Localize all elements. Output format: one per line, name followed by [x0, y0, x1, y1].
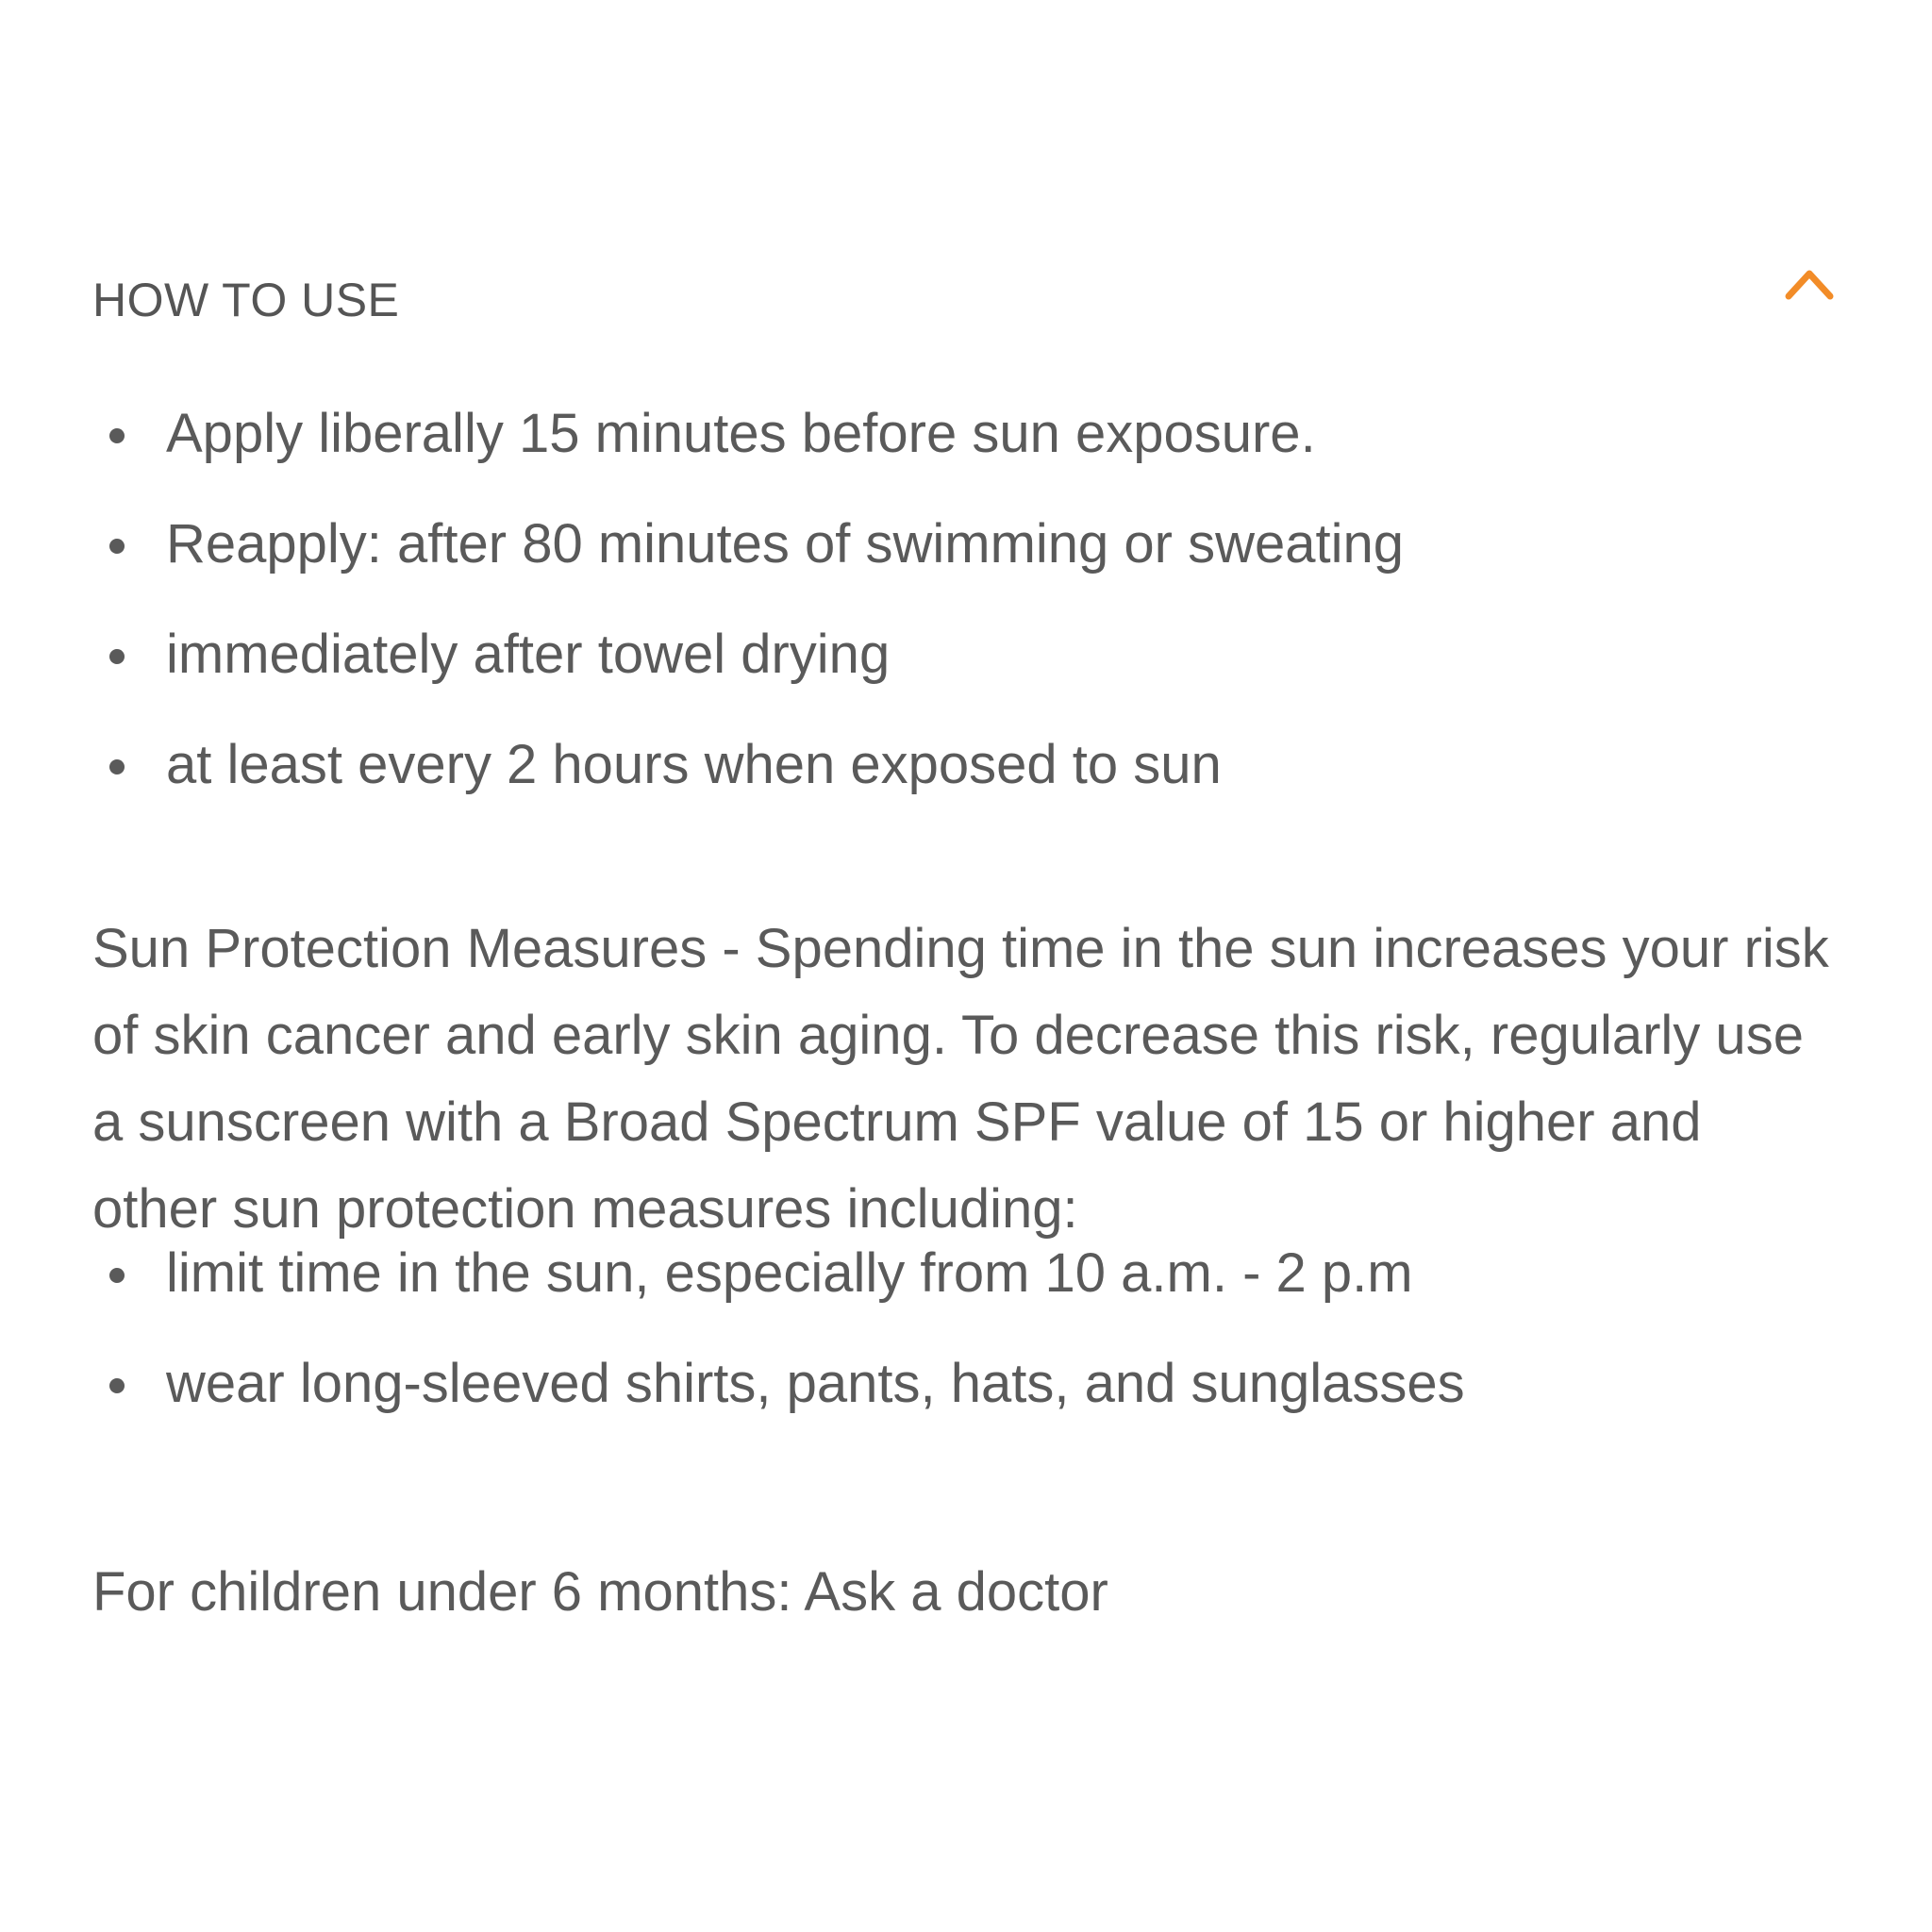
list-item-text: Reapply: after 80 minutes of swimming or sweating: [166, 513, 1405, 575]
sun-protection-paragraph: Sun Protection Measures - Spending time in the sun increases your risk of skin cancer and early skin aging. To decrease this risk, regularly use a sunscreen with a Broad Spectrum SPF value of 15 or higher and other sun protection measures including:: [92, 918, 1829, 1240]
list-item: [92, 732, 1404, 798]
list-item-text: at least every 2 hours when exposed to sun: [166, 734, 1222, 795]
list-item-text: immediately after towel drying: [166, 624, 891, 685]
bullet-icon: [109, 1268, 125, 1283]
list-item: [92, 511, 1404, 577]
list-item-text: wear long-sleeved shirts, pants, hats, and sunglasses: [166, 1353, 1465, 1414]
list-item-text: limit time in the sun, especially from 10 a.m. - 2 p.m: [166, 1242, 1413, 1304]
chevron-up-icon[interactable]: [1781, 260, 1838, 306]
bullet-icon: [109, 428, 125, 443]
list-item: [92, 622, 1404, 688]
sun-protection-measures-list: [92, 1241, 1465, 1461]
list-item: [92, 1351, 1465, 1417]
how-to-use-section: [92, 255, 1838, 1623]
bullet-icon: [109, 759, 125, 774]
accordion-header[interactable]: [92, 255, 1838, 340]
list-item-text: Apply liberally 15 minutes before sun exposure.: [166, 403, 1316, 464]
list-item: [92, 1241, 1465, 1307]
bullet-icon: [109, 1378, 125, 1393]
usage-instructions-list: [92, 401, 1404, 842]
bullet-icon: [109, 649, 125, 664]
section-title: HOW TO USE: [92, 274, 400, 326]
list-item: [92, 401, 1404, 467]
bullet-icon: [109, 539, 125, 554]
children-note: For children under 6 months: Ask a doctor: [92, 1561, 1108, 1623]
